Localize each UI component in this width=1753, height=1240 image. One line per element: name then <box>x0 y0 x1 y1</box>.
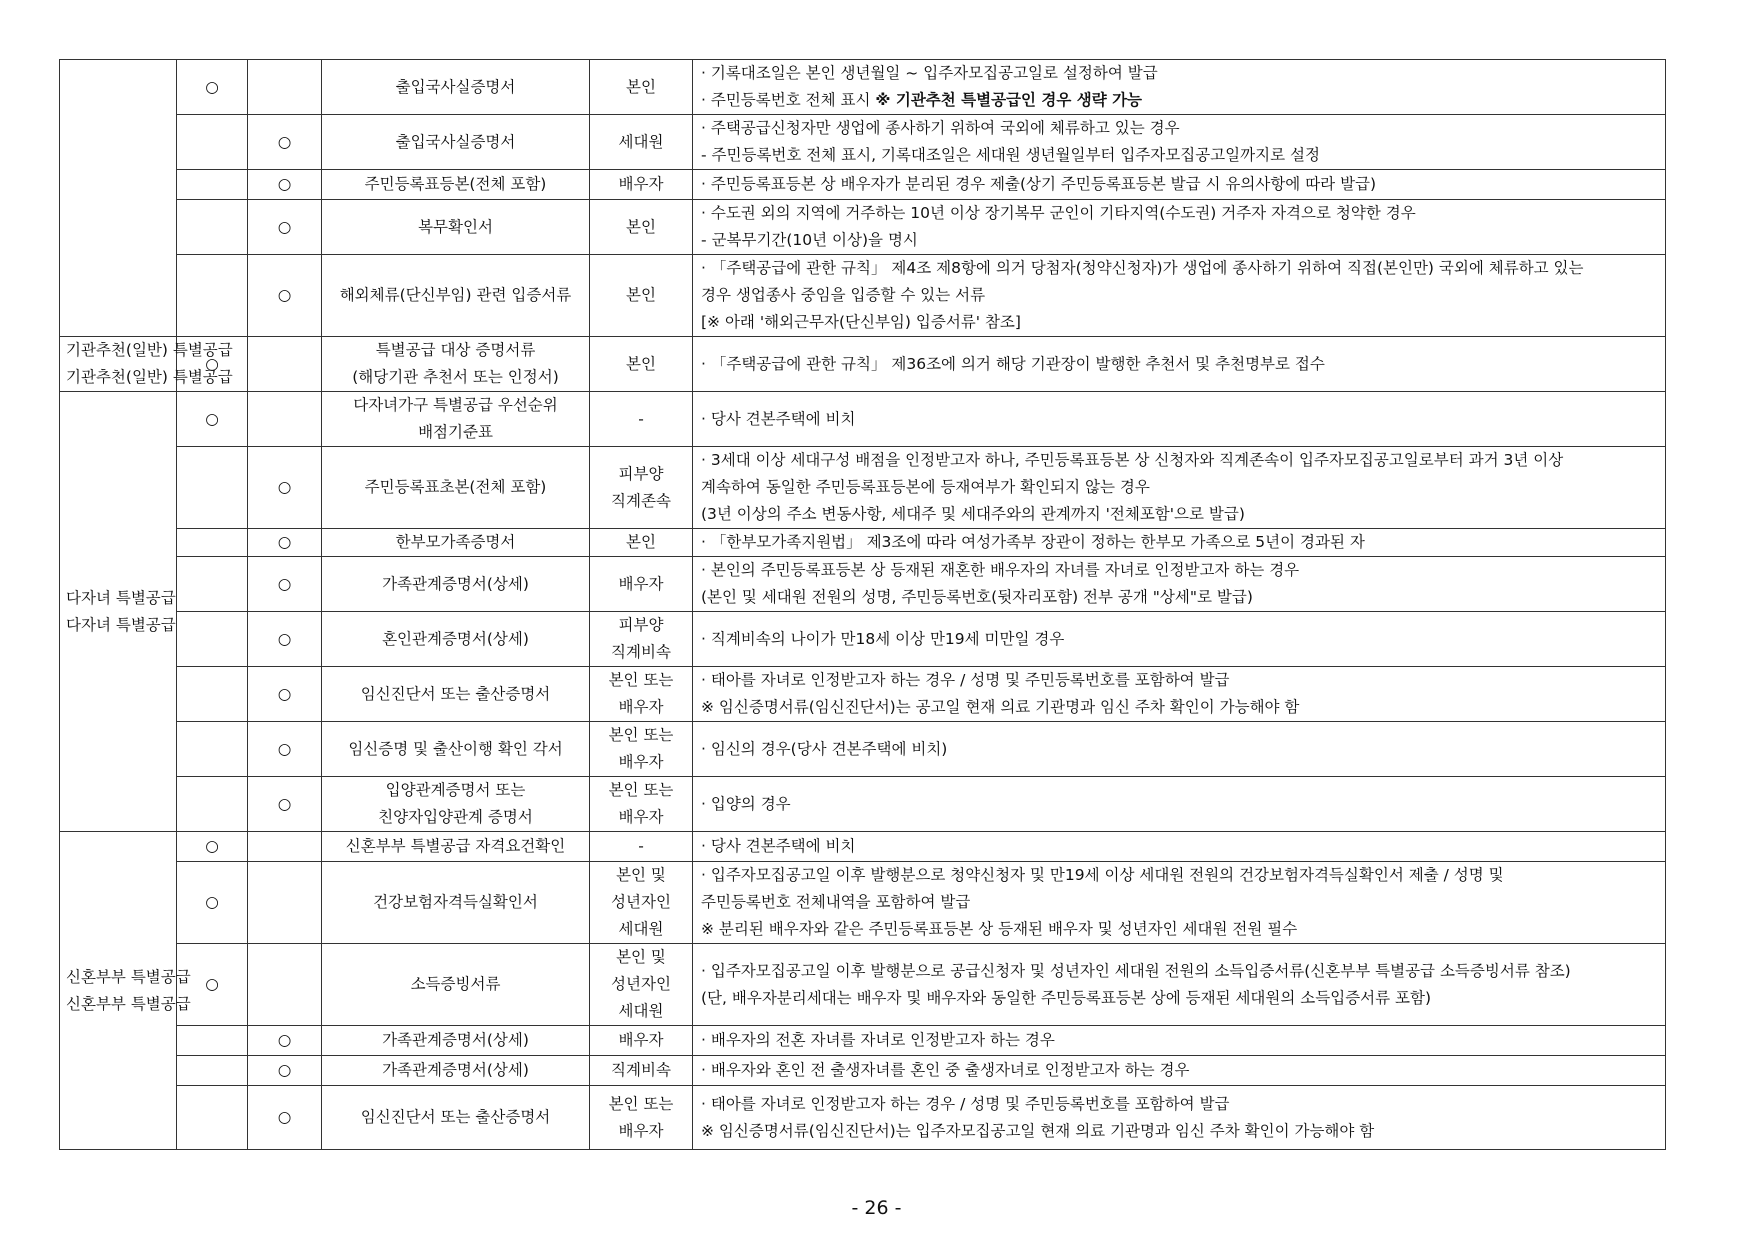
text-line: 세대원 <box>618 132 664 151</box>
text-line: 본인 <box>626 533 656 551</box>
text-line: 직계존속 <box>611 491 671 510</box>
text-line: 임신증명 및 출산이행 확인 각서 <box>348 739 563 758</box>
table-row <box>60 60 1666 115</box>
document-name-cell <box>322 777 590 832</box>
table-row <box>60 1056 1666 1086</box>
text-line: 해외체류(단신부임) 관련 입증서류 <box>339 286 572 304</box>
description-cell <box>693 777 1666 832</box>
text-line: 신혼부부 특별공급 자격요건확인 <box>345 837 566 855</box>
required-mark-cell <box>177 1056 248 1086</box>
document-name-cell <box>322 944 590 1026</box>
table-row <box>60 612 1666 667</box>
category-label: 신혼부부 특별공급 <box>66 967 191 986</box>
text-line: 배우자 <box>618 1121 664 1140</box>
document-name-cell <box>322 832 590 862</box>
conditional-mark-cell <box>248 392 322 447</box>
target-cell <box>590 392 693 447</box>
description-text: · 「한부모가족지원법」 제3조에 따라 여성가족부 장관이 정하는 한부모 가족으로 5년이 경과된 자 <box>701 533 1365 551</box>
target-cell <box>590 777 693 832</box>
table-row <box>60 557 1666 612</box>
target-cell <box>590 255 693 337</box>
description-text: · 배우자의 전혼 자녀를 자녀로 인정받고자 하는 경우 <box>701 1031 1055 1049</box>
target-cell <box>590 1056 693 1086</box>
required-mark-cell <box>177 557 248 612</box>
required-mark-cell <box>177 722 248 777</box>
description-line <box>701 1057 1659 1084</box>
table-row <box>60 392 1666 447</box>
document-name-cell <box>322 447 590 529</box>
category-cell <box>60 392 177 832</box>
description-cell <box>693 722 1666 777</box>
required-mark-cell <box>177 1026 248 1056</box>
required-documents-table <box>59 59 1666 1150</box>
table-row <box>60 862 1666 944</box>
text-line: 배우자 <box>618 698 664 716</box>
description-line <box>701 1091 1659 1118</box>
conditional-mark-cell: ○ <box>248 667 322 722</box>
table-row <box>60 170 1666 200</box>
required-mark-cell: ○ <box>177 862 248 944</box>
description-cell <box>693 200 1666 255</box>
description-line <box>701 862 1659 889</box>
document-name-cell <box>322 200 590 255</box>
description-line <box>701 529 1659 556</box>
table-row <box>60 722 1666 777</box>
target-cell <box>590 60 693 115</box>
target-cell <box>590 529 693 557</box>
text-line: 직계비속 <box>611 643 671 661</box>
conditional-mark-cell: ○ <box>248 1056 322 1086</box>
document-name-cell <box>322 722 590 777</box>
text-line: 직계비속 <box>611 1061 671 1079</box>
description-cell <box>693 557 1666 612</box>
text-line: - <box>638 837 644 855</box>
conditional-mark-cell: ○ <box>248 255 322 337</box>
description-cell <box>693 60 1666 115</box>
text-line: 성년자인 <box>611 893 671 911</box>
document-name-cell <box>322 612 590 667</box>
text-line: 본인 <box>626 217 656 236</box>
document-name-cell <box>322 529 590 557</box>
target-cell <box>590 667 693 722</box>
table-row <box>60 255 1666 337</box>
document-name-cell <box>322 392 590 447</box>
category-label: 기관추천(일반) 특별공급 <box>66 341 233 359</box>
category-label: 다자녀 특별공급 <box>66 615 176 634</box>
required-mark-cell: ○ <box>177 392 248 447</box>
document-name-cell <box>322 667 590 722</box>
table-row <box>60 777 1666 832</box>
conditional-mark-cell: ○ <box>248 612 322 667</box>
text-line: 배점기준표 <box>418 423 493 441</box>
document-name-cell <box>322 115 590 170</box>
category-label: 다자녀 특별공급 <box>66 588 176 607</box>
description-line <box>701 791 1659 818</box>
text-line: (해당기관 추천서 또는 인정서) <box>352 368 559 386</box>
description-text: 계속하여 동일한 주민등록표등본에 등재여부가 확인되지 않는 경우 <box>701 478 1150 496</box>
description-text: · 임신의 경우(당사 견본주택에 비치) <box>701 739 948 758</box>
text-line: 피부양 <box>618 464 664 483</box>
document-name-cell <box>322 255 590 337</box>
target-cell <box>590 944 693 1026</box>
text-line: 입양관계증명서 또는 <box>385 781 526 799</box>
description-line <box>701 447 1659 474</box>
table-row <box>60 944 1666 1026</box>
description-emphasis: ※ 기관추천 특별공급인 경우 생략 가능 <box>875 91 1143 109</box>
description-line <box>701 958 1659 985</box>
table-row <box>60 1026 1666 1056</box>
description-cell <box>693 832 1666 862</box>
category-cell <box>60 337 233 392</box>
category-label: 기관추천(일반) 특별공급 <box>66 368 233 386</box>
text-line: 혼인관계증명서(상세) <box>382 629 529 648</box>
document-name-cell <box>322 557 590 612</box>
target-cell <box>590 1026 693 1056</box>
table-row <box>60 200 1666 255</box>
text-line: 본인 또는 <box>608 781 674 799</box>
page-number: - 26 - <box>851 1197 902 1219</box>
description-text: ※ 분리된 배우자와 같은 주민등록표등본 상 등재된 배우자 및 성년자인 세대원 전원 필수 <box>701 920 1298 938</box>
target-cell <box>590 337 693 392</box>
description-line <box>701 351 1659 378</box>
description-text: · 입주자모집공고일 이후 발행분으로 청약신청자 및 만19세 이상 세대원 전원의 건강보험자격득실확인서 제출 / 성명 및 <box>701 866 1504 884</box>
text-line: 배우자 <box>618 175 664 193</box>
description-cell <box>693 1026 1666 1056</box>
conditional-mark-cell <box>248 832 322 862</box>
category-label: 신혼부부 특별공급 <box>66 994 191 1013</box>
text-line: 배우자 <box>618 1031 664 1049</box>
required-mark-cell <box>177 255 248 337</box>
text-line: 배우자 <box>618 808 664 826</box>
table-body <box>60 60 1666 1150</box>
description-line <box>701 282 1659 309</box>
description-cell <box>693 862 1666 944</box>
description-line <box>701 985 1659 1012</box>
description-line <box>701 142 1659 169</box>
description-line <box>701 200 1659 227</box>
description-text: · 태아를 자녀로 인정받고자 하는 경우 / 성명 및 주민등록번호를 포함하여 발급 <box>701 671 1230 689</box>
description-text: 주민등록번호 전체내역을 포함하여 발급 <box>701 893 971 911</box>
required-mark-cell <box>177 612 248 667</box>
description-cell <box>693 612 1666 667</box>
required-mark-cell <box>177 667 248 722</box>
description-text: (3년 이상의 주소 변동사항, 세대주 및 세대주와의 관계까지 '전체포함'으로 발급) <box>701 505 1245 523</box>
description-cell <box>693 337 1666 392</box>
description-text: - 군복무기간(10년 이상)을 명시 <box>701 231 918 249</box>
target-cell <box>590 612 693 667</box>
document-name-cell <box>322 1056 590 1086</box>
table-row <box>60 832 1666 862</box>
description-line <box>701 406 1659 433</box>
description-cell <box>693 1086 1666 1150</box>
description-line <box>701 667 1659 694</box>
conditional-mark-cell: ○ <box>248 447 322 529</box>
text-line: 친양자입양관계 증명서 <box>378 808 533 826</box>
target-cell <box>590 1086 693 1150</box>
description-text: · 「주택공급에 관한 규칙」 제4조 제8항에 의거 당첨자(청약신청자)가 생업에 종사하기 위하여 직접(본인만) 국외에 체류하고 있는 <box>701 259 1584 277</box>
text-line: 배우자 <box>618 574 664 593</box>
category-cell <box>60 60 177 337</box>
description-line <box>701 889 1659 916</box>
text-line: 성년자인 <box>611 975 671 993</box>
description-text: 경우 생업종사 중임을 입증할 수 있는 서류 <box>701 286 986 304</box>
description-line <box>701 916 1659 943</box>
target-cell <box>590 447 693 529</box>
description-cell <box>693 170 1666 200</box>
required-mark-cell <box>177 1086 248 1150</box>
description-text: · 배우자와 혼인 전 출생자녀를 혼인 중 출생자녀로 인정받고자 하는 경우 <box>701 1061 1190 1079</box>
text-line: 다자녀가구 특별공급 우선순위 <box>353 396 558 414</box>
description-text: (단, 배우자분리세대는 배우자 및 배우자와 동일한 주민등록표등본 상에 등재된 세대원의 소득입증서류 포함) <box>701 988 1432 1007</box>
table-row <box>60 447 1666 529</box>
table-row <box>60 337 1666 392</box>
description-text: (본인 및 세대원 전원의 성명, 주민등록번호(뒷자리포함) 전부 공개 "상세"로 발급) <box>701 588 1253 606</box>
required-mark-cell <box>177 200 248 255</box>
text-line: 본인 <box>626 354 656 373</box>
conditional-mark-cell: ○ <box>248 170 322 200</box>
required-mark-cell: ○ <box>177 337 248 392</box>
conditional-mark-cell: ○ <box>248 1086 322 1150</box>
text-line: 본인 <box>626 77 656 96</box>
text-line: 가족관계증명서(상세) <box>382 574 529 593</box>
text-line: 주민등록표등본(전체 포함) <box>364 175 547 193</box>
conditional-mark-cell <box>248 862 322 944</box>
text-line: 본인 또는 <box>608 726 674 744</box>
description-text: · 당사 견본주택에 비치 <box>701 837 856 855</box>
target-cell <box>590 722 693 777</box>
conditional-mark-cell: ○ <box>248 200 322 255</box>
description-cell <box>693 529 1666 557</box>
description-line <box>701 833 1659 860</box>
description-text: · 당사 견본주택에 비치 <box>701 409 856 428</box>
description-line <box>701 736 1659 763</box>
required-mark-cell <box>177 447 248 529</box>
target-cell <box>590 170 693 200</box>
description-cell <box>693 255 1666 337</box>
table-row <box>60 667 1666 722</box>
required-mark-cell: ○ <box>177 832 248 862</box>
description-text: - 주민등록번호 전체 표시, 기록대조일은 세대원 생년월일부터 입주자모집공고일까지로 설정 <box>701 146 1320 164</box>
table-row <box>60 115 1666 170</box>
description-cell <box>693 392 1666 447</box>
description-line <box>701 60 1659 87</box>
text-line: 소득증빙서류 <box>410 975 501 993</box>
target-cell <box>590 862 693 944</box>
text-line: 본인 <box>626 286 656 304</box>
target-cell <box>590 115 693 170</box>
document-name-cell <box>322 170 590 200</box>
target-cell <box>590 832 693 862</box>
text-line: 가족관계증명서(상세) <box>382 1031 529 1049</box>
description-text: · 수도권 외의 지역에 거주하는 10년 이상 장기복무 군인이 기타지역(수도권) 거주자 자격으로 청약한 경우 <box>701 204 1416 222</box>
text-line: 건강보험자격득실확인서 <box>373 893 538 911</box>
text-line: 본인 또는 <box>608 671 674 689</box>
document-name-cell <box>322 862 590 944</box>
document-name-cell <box>322 337 590 392</box>
description-text: · 주택공급신청자만 생업에 종사하기 위하여 국외에 체류하고 있는 경우 <box>701 119 1180 137</box>
required-mark-cell <box>177 529 248 557</box>
description-cell <box>693 944 1666 1026</box>
required-mark-cell: ○ <box>177 944 248 1026</box>
text-line: 본인 및 <box>616 866 666 884</box>
text-line: 본인 또는 <box>608 1094 674 1113</box>
text-line: 임신진단서 또는 출산증명서 <box>360 684 551 703</box>
description-line <box>701 694 1659 721</box>
conditional-mark-cell <box>248 337 322 392</box>
description-line <box>701 309 1659 336</box>
required-mark-cell: ○ <box>177 60 248 115</box>
table-row <box>60 1086 1666 1150</box>
description-line <box>701 227 1659 254</box>
text-line: 한부모가족증명서 <box>395 533 516 551</box>
description-line <box>701 115 1659 142</box>
text-line: 배우자 <box>618 753 664 771</box>
text-line: 세대원 <box>618 1002 664 1020</box>
document-name-cell <box>322 60 590 115</box>
text-line: 출입국사실증명서 <box>395 132 516 151</box>
description-line <box>701 501 1659 528</box>
text-line: 본인 및 <box>616 948 666 966</box>
category-cell <box>60 832 191 1150</box>
description-text: ※ 임신증명서류(임신진단서)는 공고일 현재 의료 기관명과 임신 주차 확인이 가능해야 함 <box>701 698 1300 716</box>
conditional-mark-cell <box>248 60 322 115</box>
description-cell <box>693 1056 1666 1086</box>
description-line <box>701 474 1659 501</box>
document-name-cell <box>322 1086 590 1150</box>
description-line <box>701 1027 1659 1054</box>
description-line <box>701 1118 1659 1145</box>
description-text: · 태아를 자녀로 인정받고자 하는 경우 / 성명 및 주민등록번호를 포함하여 발급 <box>701 1094 1230 1113</box>
description-line <box>701 171 1659 198</box>
description-text: · 입주자모집공고일 이후 발행분으로 공급신청자 및 성년자인 세대원 전원의 소득입증서류(신혼부부 특별공급 소득증빙서류 참조) <box>701 961 1571 980</box>
description-cell <box>693 447 1666 529</box>
text-line: 출입국사실증명서 <box>395 77 516 96</box>
description-line <box>701 87 1659 114</box>
description-text: · 기록대조일은 본인 생년월일 ~ 입주자모집공고일로 설정하여 발급 <box>701 64 1158 82</box>
conditional-mark-cell <box>248 944 322 1026</box>
text-line: 주민등록표초본(전체 포함) <box>364 478 547 496</box>
target-cell <box>590 200 693 255</box>
text-line: - <box>638 409 644 428</box>
description-cell <box>693 115 1666 170</box>
text-line: 복무확인서 <box>418 217 493 236</box>
description-text: [※ 아래 '해외근무자(단신부임) 입증서류' 참조] <box>701 313 1021 331</box>
description-text: · 직계비속의 나이가 만18세 이상 만19세 미만일 경우 <box>701 629 1065 648</box>
description-text: · 3세대 이상 세대구성 배점을 인정받고자 하나, 주민등록표등본 상 신청자와 직계존속이 입주자모집공고일로부터 과거 3년 이상 <box>701 451 1564 469</box>
description-text: · 본인의 주민등록표등본 상 등재된 재혼한 배우자의 자녀를 자녀로 인정받고자 하는 경우 <box>701 561 1300 579</box>
document-name-cell <box>322 1026 590 1056</box>
description-line <box>701 255 1659 282</box>
text-line: 가족관계증명서(상세) <box>382 1061 529 1079</box>
required-mark-cell <box>177 777 248 832</box>
description-line <box>701 626 1659 653</box>
conditional-mark-cell: ○ <box>248 557 322 612</box>
conditional-mark-cell: ○ <box>248 115 322 170</box>
description-line <box>701 584 1659 611</box>
description-text: · 주민등록번호 전체 표시 <box>701 91 876 109</box>
conditional-mark-cell: ○ <box>248 529 322 557</box>
description-cell <box>693 667 1666 722</box>
conditional-mark-cell: ○ <box>248 1026 322 1056</box>
text-line: 세대원 <box>618 920 664 938</box>
description-text: · 입양의 경우 <box>701 794 791 813</box>
required-mark-cell <box>177 170 248 200</box>
conditional-mark-cell: ○ <box>248 722 322 777</box>
text-line: 임신진단서 또는 출산증명서 <box>360 1108 551 1126</box>
required-mark-cell <box>177 115 248 170</box>
text-line: 특별공급 대상 증명서류 <box>375 341 536 359</box>
description-text: ※ 임신증명서류(임신진단서)는 입주자모집공고일 현재 의료 기관명과 임신 주차 확인이 가능해야 함 <box>701 1121 1375 1140</box>
target-cell <box>590 557 693 612</box>
description-text: · 「주택공급에 관한 규칙」 제36조에 의거 해당 기관장이 발행한 추천서 및 추천명부로 접수 <box>701 354 1325 373</box>
description-line <box>701 557 1659 584</box>
table-row <box>60 529 1666 557</box>
text-line: 피부양 <box>618 616 664 634</box>
description-text: · 주민등록표등본 상 배우자가 분리된 경우 제출(상기 주민등록표등본 발급 시 유의사항에 따라 발급) <box>701 175 1377 193</box>
conditional-mark-cell: ○ <box>248 777 322 832</box>
